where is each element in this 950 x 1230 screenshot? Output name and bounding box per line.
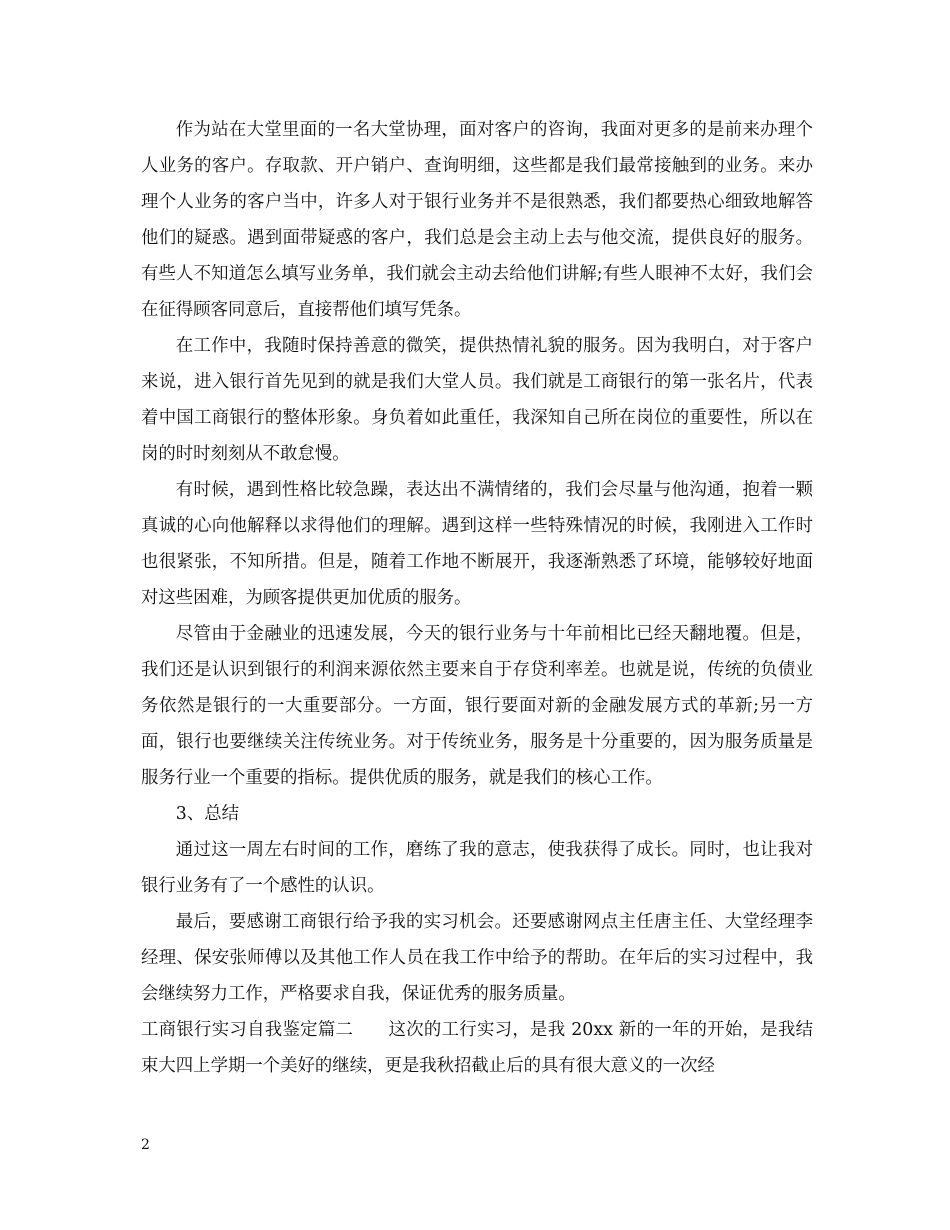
paragraph-acknowledgements: 最后，要感谢工商银行给予我的实习机会。还要感谢网点主任唐主任、大堂经理李经理、保安张师傅以及其他工作人员在我工作中给予的帮助。在年后的实习过程中，我会继续努力工作，严格要求自我，保证优秀的服务质量。 [141, 912, 813, 1004]
paragraph-difficult-customers: 有时候，遇到性格比较急躁，表达出不满情绪的，我们会尽量与他沟通，抱着一颗真诚的心向他解释以求得他们的理解。遇到这样一些特殊情况的时候，我刚进入工作时也很紧张，不知所措。但是，随着工作地不断展开，我逐渐熟悉了环境，能够较好地面对这些困难，为顾客提供更加优质的服务。 [141, 480, 813, 608]
section-heading-summary: 3、总结 [175, 804, 240, 824]
document-body [141, 112, 813, 1084]
paragraph-part-two-intro: 工商银行实习自我鉴定篇二 这次的工行实习，是我 20xx 新的一年的开始，是我结束大四上学期一个美好的继续，更是我秋招截止后的具有很大意义的一次经 [141, 1020, 813, 1076]
page-number: 2 [141, 1137, 150, 1153]
paragraph-lobby-assistant: 作为站在大堂里面的一名大堂协理，面对客户的咨询，我面对更多的是前来办理个人业务的客户。存取款、开户销户、查询明细，这些都是我们最常接触到的业务。来办理个人业务的客户当中，许多人对于银行业务并不是很熟悉，我们都要热心细致地解答他们的疑惑。遇到面带疑惑的客户，我们总是会主动上去与他交流，提供良好的服务。有些人不知道怎么填写业务单，我们就会主动去给他们讲解;有些人眼神不太好，我们会在征得顾客同意后，直接帮他们填写凭条。 [141, 120, 813, 320]
paragraph-traditional-business: 尽管由于金融业的迅速发展，今天的银行业务与十年前相比已经天翻地覆。但是，我们还是认识到银行的利润来源依然主要来自于存贷利率差。也就是说，传统的负债业务依然是银行的一大重要部分。一方面，银行要面对新的金融发展方式的革新;另一方面，银行也要继续关注传统业务。对于传统业务，服务是十分重要的，因为服务质量是服务行业一个重要的指标。提供优质的服务，就是我们的核心工作。 [141, 624, 813, 788]
paragraph-smile-service: 在工作中，我随时保持善意的微笑，提供热情礼貌的服务。因为我明白，对于客户来说，进入银行首先见到的就是我们大堂人员。我们就是工商银行的第一张名片，代表着中国工商银行的整体形象。身负着如此重任，我深知自己所在岗位的重要性，所以在岗的时时刻刻从不敢怠慢。 [141, 336, 813, 464]
paragraph-summary: 通过这一周左右时间的工作，磨练了我的意志，使我获得了成长。同时，也让我对银行业务有了一个感性的认识。 [141, 840, 813, 896]
